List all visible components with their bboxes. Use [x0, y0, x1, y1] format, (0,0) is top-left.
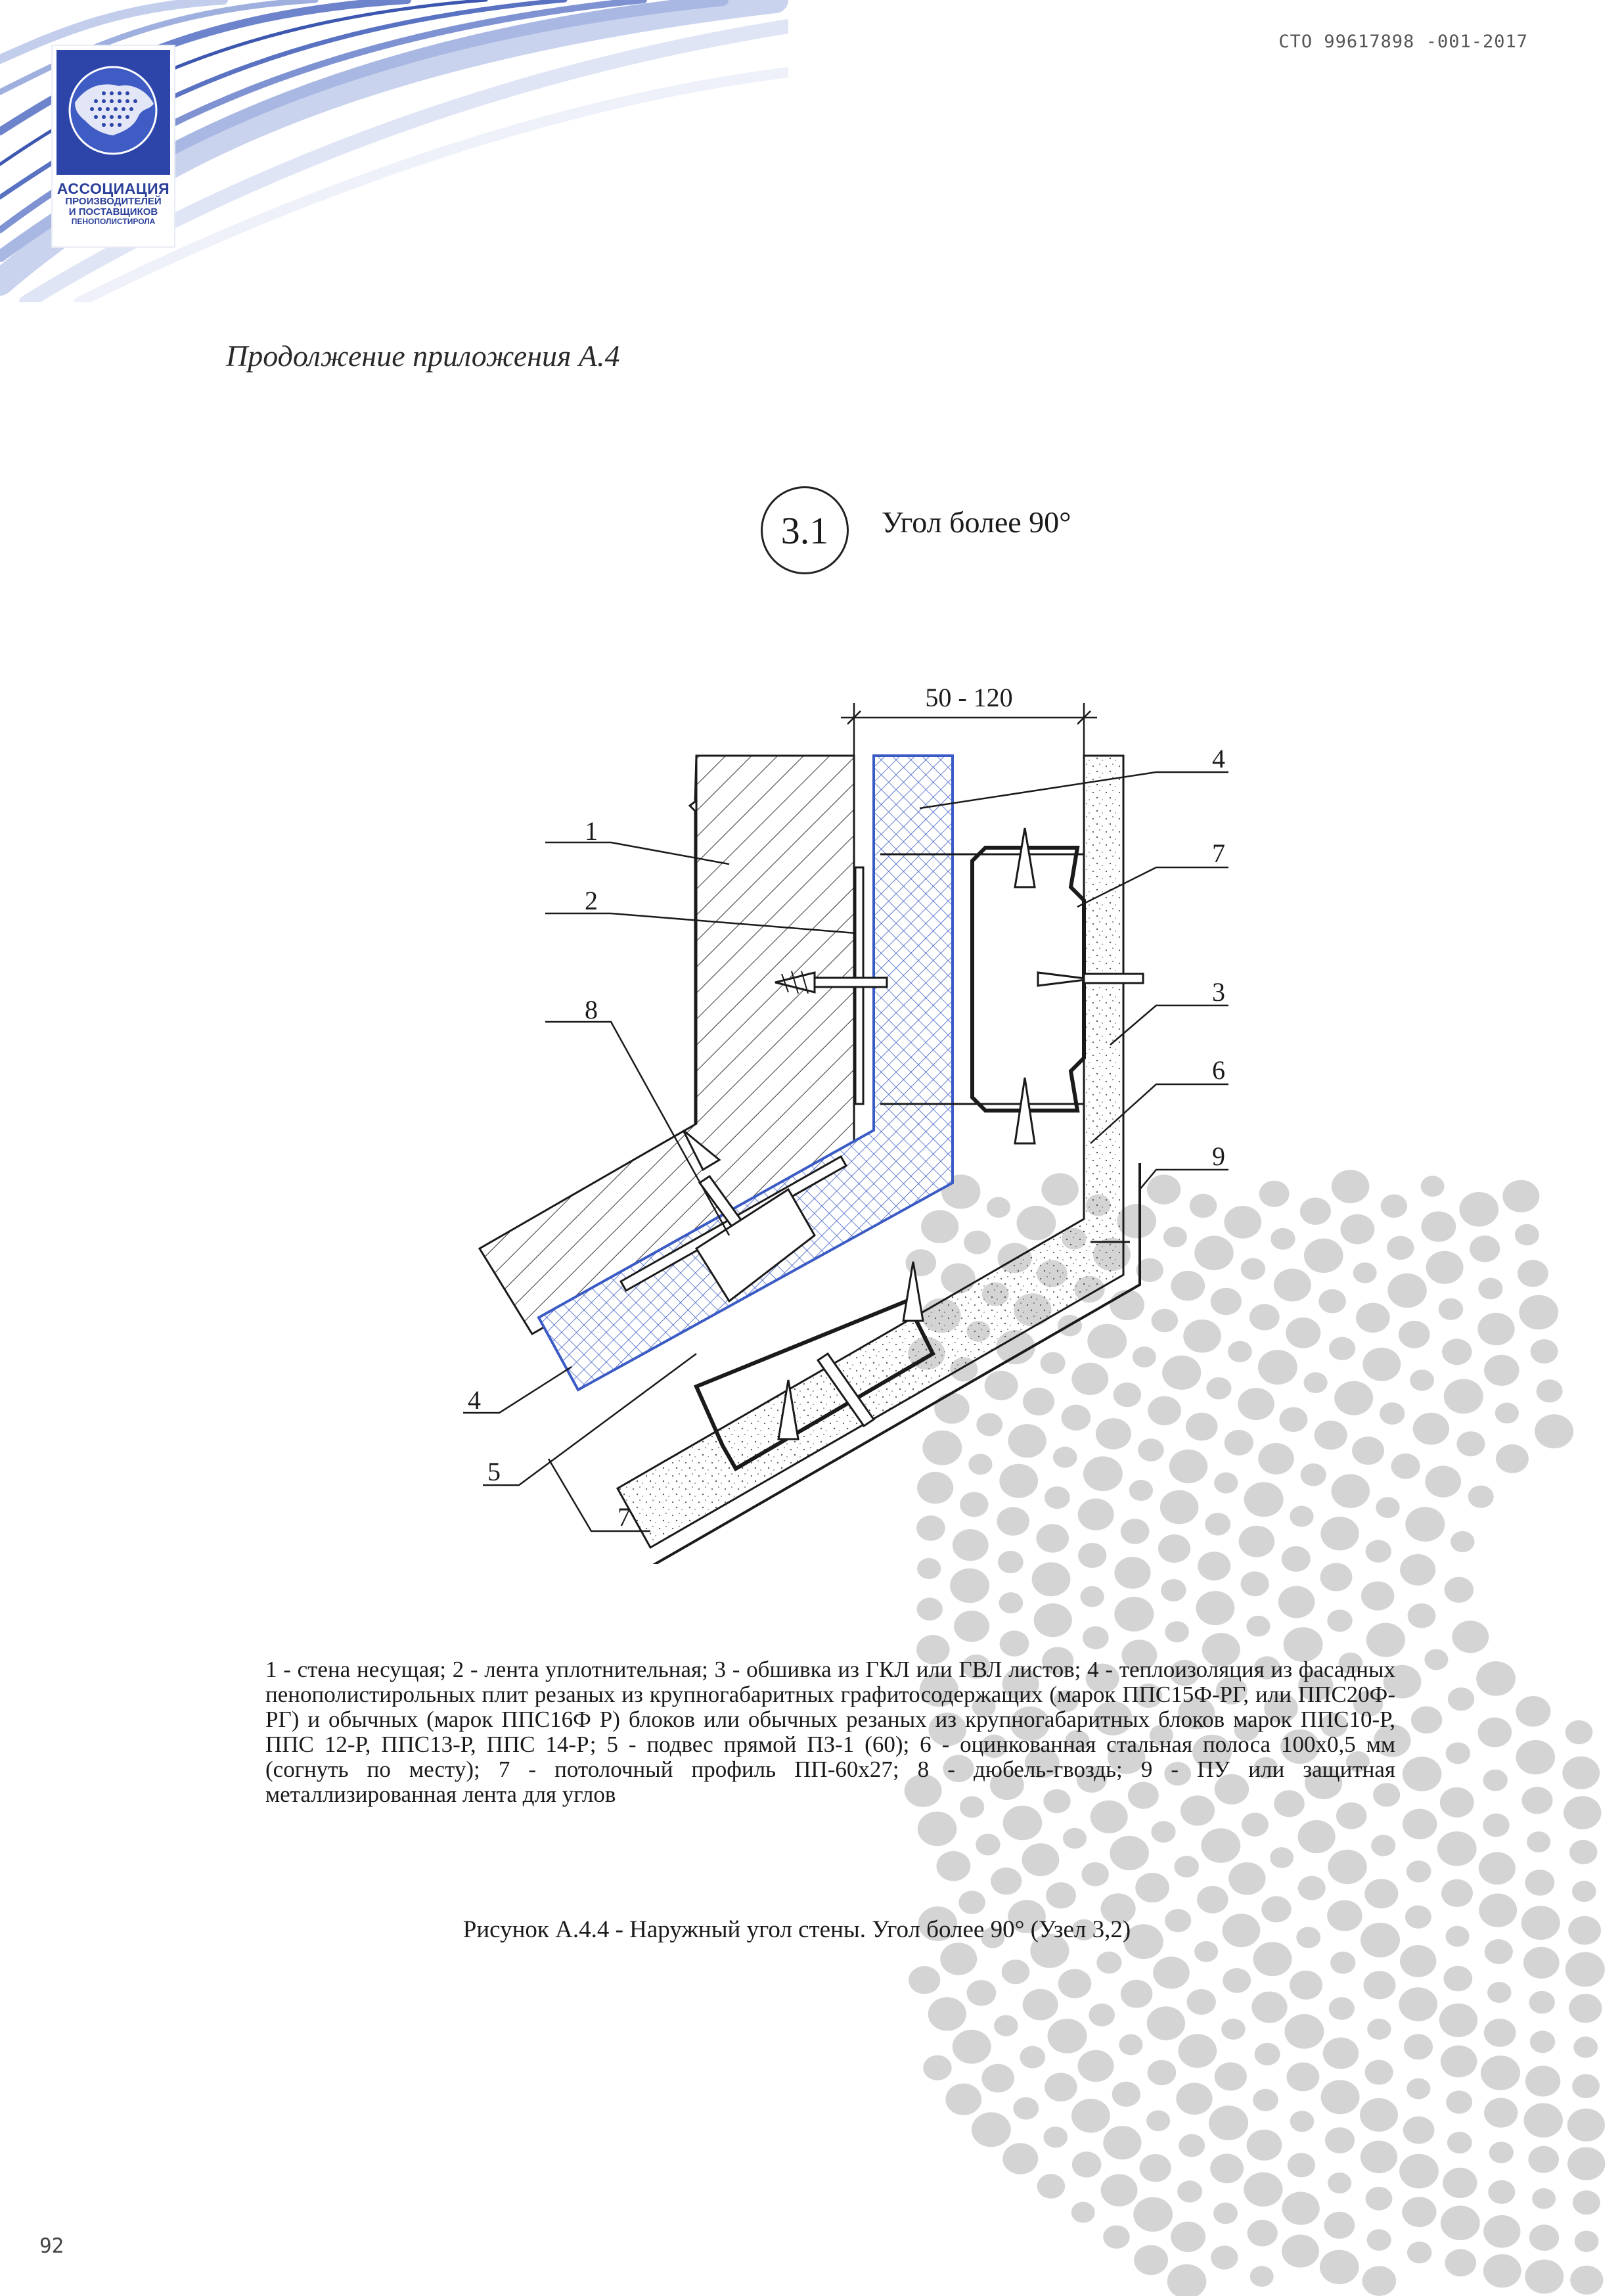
decorative-dot	[1201, 1828, 1240, 1863]
decorative-dot	[1483, 1770, 1508, 1791]
decorative-dot	[1456, 1431, 1485, 1456]
decorative-dot	[1365, 2060, 1393, 2085]
decorative-dot	[1329, 1337, 1355, 1360]
decorative-dot	[1270, 1847, 1294, 1868]
decorative-dot	[1304, 1372, 1328, 1393]
decorative-dot	[953, 2030, 991, 2064]
decorative-dot	[1531, 1339, 1558, 1364]
decorative-dot	[1519, 1295, 1558, 1330]
decorative-dot	[1479, 1852, 1516, 1885]
decorative-dot	[1242, 1813, 1269, 1837]
decorative-dot	[917, 1597, 943, 1620]
decorative-dot	[1408, 1603, 1436, 1628]
callout-3: 3	[1212, 977, 1225, 1007]
decorative-dot	[1403, 2117, 1435, 2144]
decorative-dot	[1334, 1381, 1373, 1415]
decorative-dot	[1524, 2103, 1563, 2138]
decorative-dot	[1488, 2180, 1515, 2204]
decorative-dot	[1187, 1989, 1216, 2015]
decorative-dot	[1304, 1239, 1343, 1273]
decorative-dot	[1288, 2153, 1315, 2177]
decorative-dot	[950, 1569, 989, 1603]
decorative-dot	[1410, 1369, 1434, 1390]
decorative-dot	[1406, 1860, 1431, 1882]
figure-caption: Рисунок А.4.4 - Наружный угол стены. Угол более 90° (Узел 3,2)	[462, 1916, 1131, 1943]
decorative-dot	[1081, 1586, 1104, 1607]
decorative-dot	[999, 1592, 1024, 1613]
decorative-dot	[1402, 2197, 1436, 2227]
decorative-dot	[1366, 1623, 1405, 1657]
decorative-dot	[1360, 2098, 1398, 2132]
decorative-dot	[1447, 2132, 1472, 2153]
decorative-dot	[1446, 1742, 1471, 1764]
decorative-dot	[1101, 2174, 1138, 2207]
decorative-dot	[1562, 1756, 1600, 1789]
decorative-dot	[1440, 1787, 1474, 1818]
decorative-dot	[1282, 1546, 1311, 1572]
decorative-dot	[1165, 1621, 1189, 1642]
decorative-dot	[1148, 2060, 1177, 2086]
decorative-dot	[1327, 1609, 1352, 1632]
decorative-dot	[1325, 2127, 1355, 2153]
decorative-dot	[1367, 2019, 1391, 2040]
decorative-dot	[1575, 2231, 1599, 2252]
decorative-dot	[1537, 1379, 1563, 1402]
decorative-dot	[1246, 1616, 1270, 1637]
decorative-dot	[1147, 2006, 1185, 2040]
appendix-subtitle: Продолжение приложения А.4	[226, 339, 620, 373]
decorative-dot	[1320, 1563, 1353, 1592]
decorative-dot	[1529, 1991, 1555, 2014]
decorative-dot	[1134, 2245, 1168, 2276]
decorative-dot	[1179, 2134, 1205, 2157]
decorative-dot	[1362, 1348, 1401, 1381]
decorative-dot	[1366, 2187, 1393, 2211]
decorative-dot	[1478, 1718, 1512, 1747]
decorative-dot	[1244, 2172, 1282, 2207]
decorative-dot	[1279, 1407, 1307, 1432]
decorative-dot	[1215, 2062, 1247, 2090]
callout-4-bottom: 4	[468, 1385, 481, 1415]
decorative-dot	[1140, 2154, 1171, 2182]
decorative-dot	[1211, 2245, 1238, 2269]
decorative-dot	[1251, 1992, 1287, 2023]
decorative-dot	[1459, 1192, 1498, 1227]
decorative-dot	[1096, 1952, 1121, 1974]
decorative-dot	[1194, 1941, 1218, 1962]
decorative-dot	[1323, 2038, 1359, 2069]
decorative-dot	[1356, 1303, 1390, 1333]
decorative-dot	[1451, 1531, 1474, 1552]
decorative-dot	[1210, 2154, 1244, 2184]
decorative-dot	[1213, 2203, 1238, 2224]
decorative-dot	[1421, 1176, 1445, 1197]
decorative-dot	[1003, 1806, 1043, 1840]
globe-icon	[56, 50, 170, 175]
callout-4-top: 4	[1212, 744, 1225, 773]
decorative-dot	[1320, 1517, 1359, 1550]
decorative-dot	[940, 1942, 977, 1975]
decorative-dot	[1241, 1571, 1269, 1596]
decorative-dot	[1298, 1876, 1326, 1900]
decorative-dot	[1387, 1236, 1414, 1260]
decorative-dot	[1406, 2078, 1430, 2100]
decorative-dot	[1439, 1298, 1464, 1320]
decorative-dot	[1329, 1997, 1355, 2020]
decorative-dot	[1470, 1235, 1500, 1262]
decorative-dot	[1483, 1814, 1510, 1837]
page-number: 92	[39, 2234, 64, 2258]
decorative-dot	[1367, 2229, 1391, 2251]
decorative-dot	[1570, 2266, 1603, 2295]
decorative-dot	[1048, 2019, 1087, 2054]
decorative-dot	[1083, 1626, 1109, 1649]
decorative-dot	[1422, 1211, 1456, 1241]
decorative-dot	[1380, 1402, 1405, 1425]
decorative-dot	[1443, 2168, 1477, 2198]
decorative-dot	[1443, 1966, 1472, 1992]
decorative-dot	[1171, 2222, 1205, 2252]
decorative-dot	[981, 2064, 1014, 2093]
decorative-dot	[1441, 2206, 1480, 2241]
decorative-dot	[1573, 2190, 1600, 2215]
decorative-dot	[1522, 1787, 1553, 1814]
decorative-dot	[1441, 2046, 1477, 2078]
decorative-dot	[1282, 2192, 1319, 2224]
decorative-dot	[1444, 1379, 1483, 1414]
decorative-dot	[1151, 1821, 1175, 1843]
callout-5: 5	[487, 1457, 501, 1486]
decorative-dot	[1058, 1969, 1092, 1998]
decorative-dot	[1387, 1274, 1427, 1308]
decorative-dot	[1448, 1688, 1474, 1711]
decorative-dot	[1177, 2180, 1202, 2202]
decorative-dot	[1290, 1506, 1313, 1527]
decorative-dot	[1176, 2083, 1212, 2115]
decorative-dot	[1364, 1879, 1398, 1908]
decorative-dot	[1399, 2154, 1439, 2189]
decorative-dot	[1278, 1586, 1315, 1619]
decorative-dot	[1023, 1989, 1058, 2021]
decorative-dot	[1228, 1862, 1265, 1895]
node-title: Угол более 90°	[882, 505, 1071, 539]
decorative-dot	[1013, 2097, 1039, 2119]
dimension-label: 50 - 120	[925, 683, 1013, 712]
decorative-dot	[1112, 2082, 1140, 2107]
decorative-dot	[1071, 2202, 1095, 2223]
decorative-dot	[1330, 1952, 1355, 1974]
decorative-dot	[1135, 1873, 1169, 1902]
decorative-dot	[1487, 1982, 1511, 2003]
decorative-dot	[1110, 1836, 1149, 1870]
decorative-dot	[1179, 2034, 1217, 2068]
decorative-dot	[1425, 1466, 1461, 1498]
decorative-dot	[991, 1868, 1022, 1894]
decorative-dot	[1078, 2050, 1114, 2082]
decorative-dot	[1569, 1840, 1597, 1864]
decorative-dot	[1271, 1228, 1295, 1250]
decorative-dot	[1484, 2098, 1518, 2128]
association-logo	[53, 46, 174, 246]
decorative-dot	[1352, 1436, 1384, 1465]
decorative-dot	[1089, 2004, 1115, 2027]
decorative-dot	[1284, 2014, 1324, 2049]
decorative-dot	[1032, 1562, 1071, 1596]
decorative-dot	[1525, 2260, 1564, 2294]
decorative-dot	[1484, 1355, 1519, 1386]
decorative-dot	[1452, 1620, 1489, 1653]
decorative-dot	[1002, 2143, 1038, 2174]
decorative-dot	[1489, 2142, 1514, 2163]
decorative-dot	[1477, 1313, 1514, 1346]
decorative-dot	[1569, 1994, 1602, 2023]
decorative-dot	[1046, 1882, 1076, 1908]
decorative-dot	[1573, 2036, 1598, 2057]
decorative-dot	[1020, 2046, 1045, 2068]
decorative-dot	[1516, 1740, 1556, 1774]
decorative-dot	[1400, 1945, 1436, 1977]
decorative-dot	[1114, 1597, 1154, 1632]
decorative-dot	[1223, 1968, 1251, 1993]
decorative-dot	[1525, 1870, 1554, 1896]
logo-line: И ПОСТАВЩИКОВ	[68, 206, 158, 218]
decorative-dot	[1034, 1603, 1072, 1637]
decorative-dot	[1209, 2105, 1248, 2140]
decorative-dot	[1496, 1444, 1529, 1473]
decorative-dot	[1572, 1881, 1596, 1902]
decorative-dot	[1146, 2110, 1170, 2131]
decorative-dot	[1072, 2151, 1102, 2177]
decorative-dot	[1037, 2174, 1066, 2198]
document-code: СТО 99617898 -001-2017	[1278, 32, 1528, 52]
decorative-dot	[1527, 1831, 1550, 1852]
logo-line: АССОЦИАЦИЯ	[56, 180, 170, 197]
decorative-dot	[1119, 2034, 1142, 2055]
decorative-dot	[1248, 2220, 1278, 2247]
decorative-dot	[1376, 1497, 1399, 1518]
decorative-dot	[972, 2112, 1011, 2147]
decorative-dot	[1253, 1942, 1292, 1976]
decorative-dot	[1403, 1756, 1442, 1791]
decorative-dot	[1361, 2141, 1397, 2174]
decorative-dot	[1404, 2034, 1433, 2059]
decorative-dot	[1282, 2235, 1319, 2268]
decorative-dot	[1391, 1454, 1420, 1479]
decorative-dot	[1445, 1577, 1474, 1603]
decorative-dot	[1301, 1463, 1326, 1486]
decorative-dot	[1167, 2264, 1207, 2296]
decorative-dot	[928, 1997, 966, 2031]
decorative-dot	[1567, 2147, 1605, 2180]
decorative-dot	[1381, 1195, 1408, 1218]
decorative-dot	[1468, 1486, 1494, 1508]
decorative-dot	[1564, 1796, 1601, 1829]
decorative-dot	[1045, 2073, 1077, 2101]
decorative-dot	[1328, 2172, 1351, 2193]
decorative-dot	[1063, 1828, 1087, 1849]
logo-line: ПЕНОПОЛИСТИРОЛА	[71, 216, 156, 226]
decorative-dot	[1121, 1980, 1153, 2008]
decorative-dot	[1153, 1957, 1190, 1989]
decorative-dot	[1484, 2019, 1516, 2047]
decorative-dot	[918, 1812, 957, 1846]
callout-7-top: 7	[1212, 838, 1225, 868]
decorative-dot	[1516, 1696, 1550, 1727]
decorative-dot	[1103, 2126, 1141, 2159]
decorative-dot	[1529, 2224, 1559, 2251]
decorative-dot	[976, 1834, 1000, 1856]
decorative-dot	[1081, 1862, 1109, 1887]
decorative-dot	[1002, 1960, 1030, 1984]
decorative-dot	[1439, 2004, 1477, 2037]
decorative-dot	[1515, 1224, 1539, 1246]
decorative-dot	[1353, 1262, 1377, 1283]
decorative-dot	[1371, 1835, 1395, 1856]
decorative-dot	[1258, 1443, 1294, 1475]
decorative-dot	[1103, 2225, 1130, 2249]
decorative-dot	[937, 1851, 971, 1881]
decorative-dot	[1197, 1886, 1228, 1914]
decorative-dot	[1298, 1820, 1336, 1853]
decorative-dot	[1221, 2019, 1245, 2040]
decorative-dot	[1567, 2109, 1605, 2142]
logo-line: ПРОИЗВОДИТЕЛЕЙ	[65, 196, 162, 208]
callout-9: 9	[1212, 1141, 1225, 1171]
decorative-dot	[1174, 1856, 1199, 1877]
callout-2: 2	[585, 886, 598, 915]
decorative-dot	[1328, 1850, 1366, 1884]
decorative-dot	[1022, 1843, 1060, 1876]
decorative-dot	[1366, 1540, 1391, 1563]
decorative-dot	[1161, 1579, 1186, 1601]
decorative-dot	[1532, 2188, 1556, 2209]
decorative-dot	[1426, 1251, 1464, 1284]
drawing-legend: 1 - стена несущая; 2 - лента уплотнительная; 3 - обшивка из ГКЛ или ГВЛ листов; 4 - теплоизоляция из фасадных пенополистирольных плит резаных из крупногабаритных графитосодержащих (марок ППС15Ф-РГ, или ППС20Ф-РГ) и обычных (марок ППС16Ф Р) блоков или обычных резаных из крупногабаритных блоков марок ППС10-Р, ППС 12-Р, ППС13-Р, ППС 14-Р; 5 - подвес прямой ПЗ-1 (60); 6 - оцинкованная стальная полоса 100х0,5 мм (согнуть по месту); 7 - потолочный профиль ПП-60х27; 8 - дюбель-гвоздь; 9 - ПУ или защитная металлизированная лента для углов	[265, 1657, 1395, 1807]
decorative-dot	[1000, 1630, 1029, 1656]
callout-1: 1	[585, 816, 598, 846]
decorative-dot	[1290, 2111, 1315, 2132]
decorative-dot	[1478, 1278, 1502, 1300]
decorative-dot	[1441, 1879, 1473, 1907]
decorative-dot	[1247, 2130, 1282, 2161]
decorative-dot	[1332, 1170, 1370, 1203]
decorative-dot	[1318, 1289, 1346, 1314]
decorative-dot	[923, 2055, 951, 2080]
decorative-dot	[967, 1980, 997, 2006]
decorative-dot	[1530, 2031, 1555, 2053]
decorative-dot	[1495, 1403, 1519, 1424]
callout-7-bottom: 7	[618, 1502, 631, 1532]
decorative-dot	[1476, 1661, 1516, 1696]
decorative-dot	[1399, 1987, 1437, 2021]
decorative-dot	[1445, 2249, 1477, 2277]
decorative-dot	[1413, 1413, 1449, 1445]
decorative-dot	[1259, 1181, 1290, 1207]
decorative-dot	[1321, 2080, 1360, 2114]
corner-detail-drawing	[420, 670, 1261, 1564]
callout-6: 6	[1212, 1055, 1225, 1085]
decorative-dot	[1565, 1720, 1593, 1745]
decorative-dot	[1324, 2212, 1355, 2239]
decorative-dot	[1483, 2215, 1520, 2248]
decorative-dot	[1253, 2089, 1278, 2111]
decorative-dot	[1071, 2099, 1110, 2133]
decorative-dot	[1407, 2241, 1432, 2263]
decorative-dot	[1340, 1214, 1374, 1245]
decorative-dot	[1250, 2266, 1274, 2287]
decorative-dot	[1572, 2074, 1600, 2098]
decorative-dot	[1399, 1321, 1430, 1348]
decorative-dot	[1483, 2254, 1521, 2287]
decorative-dot	[1525, 2066, 1560, 2097]
decorative-dot	[1332, 1474, 1370, 1508]
decorative-dot	[1405, 1507, 1445, 1542]
decorative-dot	[1362, 2266, 1397, 2295]
decorative-dot	[1481, 2055, 1520, 2090]
decorative-dot	[909, 1966, 940, 1994]
decorative-dot	[1565, 1952, 1605, 1987]
figure-caption-row	[0, 1916, 1620, 1944]
decorative-dot	[1258, 1350, 1297, 1385]
decorative-dot	[945, 2084, 981, 2115]
decorative-dot	[1424, 1649, 1448, 1670]
decorative-dot	[1196, 1591, 1234, 1625]
decorative-dot	[1403, 1809, 1437, 1839]
decorative-dot	[1300, 1197, 1331, 1225]
node-number-circle: 3.1	[761, 486, 849, 574]
decorative-dot	[1442, 1339, 1472, 1365]
decorative-dot	[1523, 1947, 1560, 1979]
decorative-dot	[1255, 2043, 1280, 2065]
decorative-dot	[1274, 1269, 1311, 1302]
decorative-dot	[1133, 2197, 1173, 2232]
decorative-dot	[1044, 2126, 1068, 2147]
decorative-dot	[954, 1611, 989, 1642]
callout-8: 8	[585, 995, 598, 1024]
decorative-dot	[1320, 2250, 1359, 2284]
decorative-dot	[1400, 1554, 1435, 1586]
decorative-dot	[958, 1891, 985, 1914]
decorative-dot	[1535, 1414, 1573, 1448]
decorative-dot	[1315, 1421, 1347, 1450]
decorative-dot	[1290, 1971, 1322, 2000]
decorative-dot	[1437, 1831, 1477, 1866]
decorative-dot	[1286, 1318, 1320, 1348]
decorative-dot	[1364, 1971, 1396, 1999]
decorative-dot	[1502, 1180, 1539, 1212]
decorative-dot	[1518, 1260, 1548, 1287]
decorative-dot	[1361, 1582, 1394, 1611]
decorative-dot	[1446, 2090, 1472, 2113]
decorative-dot	[1411, 1707, 1442, 1734]
decorative-dot	[994, 2015, 1018, 2036]
decorative-dot	[1286, 2063, 1319, 2092]
decorative-dot	[1528, 2146, 1559, 2173]
